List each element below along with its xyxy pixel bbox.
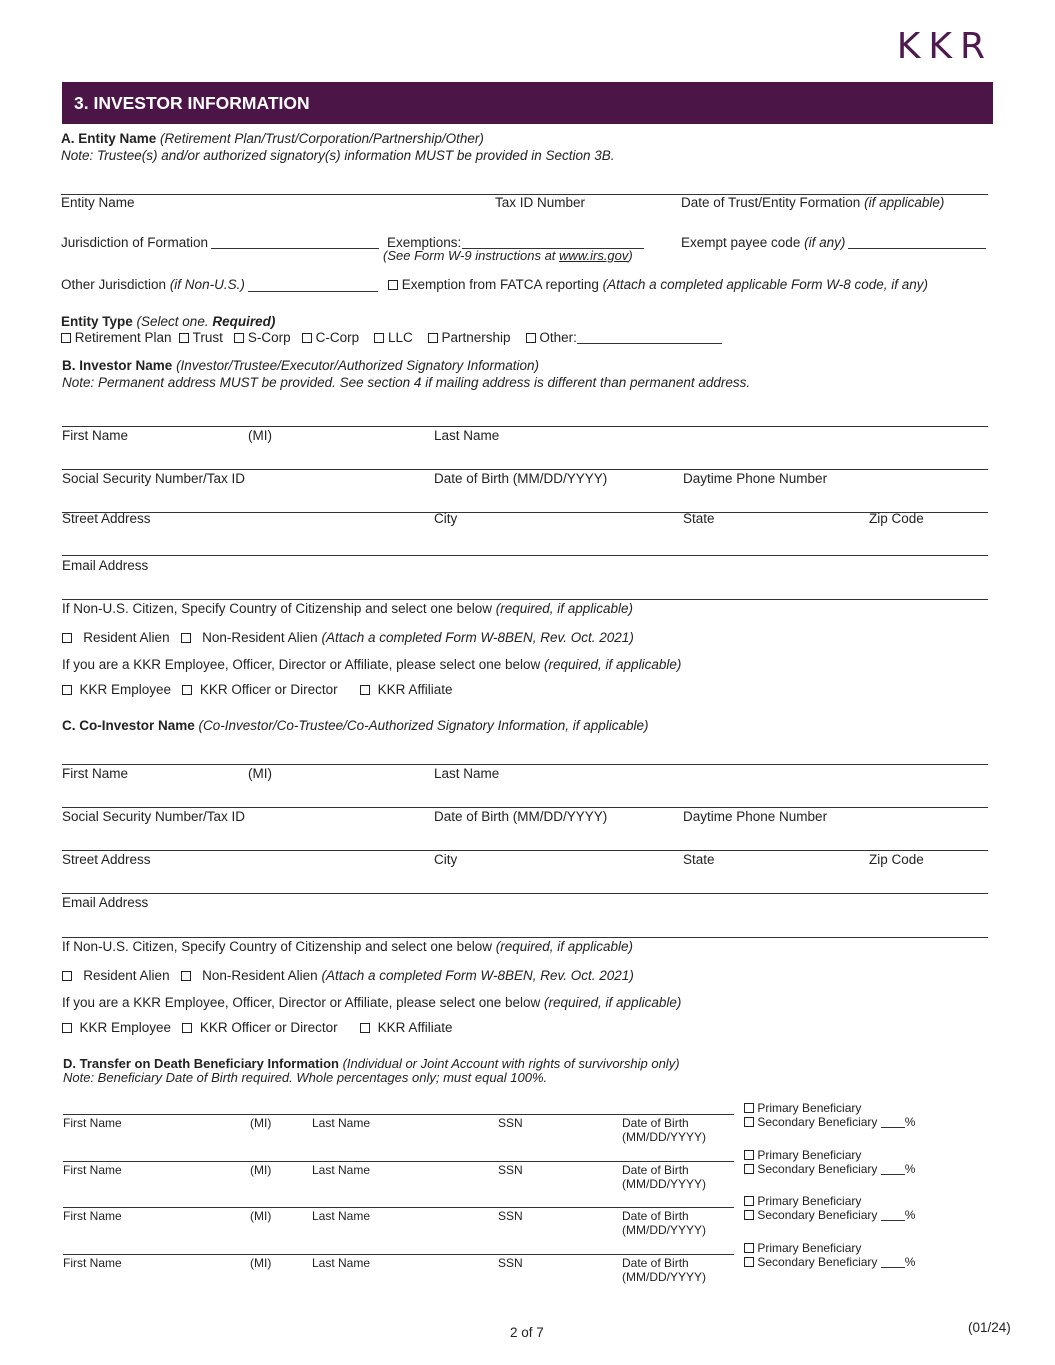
investor-nonresident-note: (Attach a completed Form W-8BEN, Rev. Oct. 2021) [321,630,634,645]
beneficiary-4-percent-field[interactable] [881,1267,905,1268]
irs-link[interactable]: www.irs.gov [559,248,629,263]
beneficiary-3-primary-label: Primary Beneficiary [757,1194,862,1208]
coinvestor-resident-alien-label: Resident Alien [83,968,170,983]
coinvestor-zip-label: Zip Code [869,852,924,867]
investor-first-name-label: First Name [62,428,129,443]
beneficiary-2-mi-label: (MI) [250,1163,272,1177]
coinvestor-email-line[interactable] [62,893,988,894]
coinvestor-dob-label: Date of Birth (MM/DD/YYYY) [434,809,608,824]
beneficiary-1-dob-label [622,1116,706,1144]
entity-name-label: Entity Name [61,195,135,210]
type-llc-checkbox[interactable] [374,333,384,343]
beneficiary-1-mi-label: (MI) [250,1116,272,1130]
coinvestor-heading-sub: (Co-Investor/Co-Trustee/Co-Authorized Signatory Information, if applicable) [198,718,649,733]
exempt-payee-label [681,235,845,250]
type-ccorp-label: C-Corp [315,330,360,345]
investor-mi-label: (MI) [248,428,272,443]
type-other-line[interactable] [577,343,722,344]
coinvestor-city-label: City [434,852,458,867]
beneficiary-4-dob-label [622,1256,706,1284]
investor-heading-label: B. Investor Name [62,358,173,373]
investor-citizenship-line[interactable] [62,599,988,600]
other-jurisdiction-sub: (if Non-U.S.) [169,277,245,292]
type-partnership-checkbox[interactable] [428,333,438,343]
entity-heading [61,131,484,146]
coinvestor-state-label: State [683,852,715,867]
beneficiary-3-last-name-label: Last Name [312,1209,371,1223]
investor-last-name-label: Last Name [434,428,500,443]
coinvestor-kkr-question-req: (required, if applicable) [544,995,682,1010]
investor-resident-alien-label: Resident Alien [83,630,170,645]
fatca-checkbox[interactable] [388,280,398,290]
investor-email-line[interactable] [62,555,988,556]
investor-heading-sub: (Investor/Trustee/Executor/Authorized Signatory Information) [176,358,539,373]
beneficiary-1-dob-line1: Date of Birth [622,1116,689,1130]
exemptions-note-prefix: (See Form W-9 instructions at [383,248,560,263]
fatca-row [388,277,928,292]
investor-kkr-question-req: (required, if applicable) [544,657,682,672]
beneficiary-2-percent-field[interactable] [881,1174,905,1175]
beneficiary-2-type [744,1148,915,1176]
beneficiary-4-primary-checkbox[interactable] [744,1243,754,1253]
coinvestor-kkr-question [62,995,681,1010]
date-formation-label [681,195,944,210]
other-jurisdiction-label [61,277,245,292]
beneficiary-2-dob-line2: (MM/DD/YYYY) [622,1177,706,1191]
beneficiary-4-ssn-label: SSN [498,1256,523,1270]
coinvestor-last-name-label: Last Name [434,766,500,781]
exempt-payee-sub: (if any) [804,235,846,250]
entity-type-sub: (Select one. [136,314,209,329]
beneficiary-4-secondary-label: Secondary Beneficiary [757,1255,878,1269]
investor-citizenship-req: (required, if applicable) [495,601,634,616]
date-formation-text: Date of Trust/Entity Formation [681,195,861,210]
investor-kkr-employee-label: KKR Employee [79,682,172,697]
type-other-checkbox[interactable] [526,333,536,343]
beneficiary-2-primary-label: Primary Beneficiary [757,1148,862,1162]
beneficiary-1-type [744,1101,915,1129]
beneficiary-2-dob-label [622,1163,706,1191]
entity-heading-label: A. Entity Name [61,131,157,146]
investor-resident-alien-checkbox[interactable] [62,633,72,643]
investor-kkr-question [62,657,681,672]
beneficiary-3-primary-checkbox[interactable] [744,1196,754,1206]
beneficiary-2-secondary-checkbox[interactable] [744,1164,754,1174]
entity-heading-sub: (Retirement Plan/Trust/Corporation/Partnership/Other) [160,131,484,146]
type-retirement-label: Retirement Plan [74,330,172,345]
beneficiary-2-last-name-label: Last Name [312,1163,371,1177]
coinvestor-kkr-row [62,1020,452,1035]
beneficiary-2-first-name-label: First Name [63,1163,122,1177]
investor-kkr-question-text: If you are a KKR Employee, Officer, Director or Affiliate, please select one below [62,657,541,672]
coinvestor-alien-row [62,968,634,983]
beneficiary-3-secondary-checkbox[interactable] [744,1210,754,1220]
coinvestor-kkr-affiliate-label: KKR Affiliate [377,1020,453,1035]
coinvestor-heading [62,718,649,733]
coinvestor-heading-label: C. Co-Investor Name [62,718,195,733]
beneficiary-1-first-name-label: First Name [63,1116,122,1130]
beneficiary-1-percent-sign: % [904,1115,916,1129]
type-partnership-label: Partnership [441,330,511,345]
beneficiary-4-type [744,1241,915,1269]
type-ccorp-checkbox[interactable] [302,333,312,343]
investor-citizenship-text: If Non-U.S. Citizen, Specify Country of Citizenship and select one below [62,601,492,616]
beneficiary-4-secondary-checkbox[interactable] [744,1257,754,1267]
beneficiary-3-dob-line2: (MM/DD/YYYY) [622,1223,706,1237]
beneficiary-1-secondary-label: Secondary Beneficiary [757,1115,878,1129]
entity-type-options [61,330,722,345]
coinvestor-email-label: Email Address [62,895,149,910]
beneficiary-2-ssn-label: SSN [498,1163,523,1177]
beneficiary-2-line[interactable] [63,1161,734,1162]
coinvestor-kkr-officer-checkbox[interactable] [182,1023,192,1033]
coinvestor-nonresident-alien-checkbox[interactable] [181,971,191,981]
beneficiary-3-line[interactable] [63,1207,734,1208]
beneficiary-4-dob-line1: Date of Birth [622,1256,689,1270]
investor-kkr-officer-label: KKR Officer or Director [199,682,338,697]
beneficiary-4-primary-label: Primary Beneficiary [757,1241,862,1255]
tax-id-label: Tax ID Number [495,195,586,210]
exempt-payee-line[interactable] [848,248,986,249]
investor-address-line[interactable] [62,512,988,513]
other-jurisdiction-text: Other Jurisdiction [61,277,167,292]
beneficiary-1-secondary-checkbox[interactable] [744,1117,754,1127]
type-scorp-checkbox[interactable] [234,333,244,343]
coinvestor-phone-label: Daytime Phone Number [683,809,828,824]
beneficiary-3-percent-sign: % [904,1208,916,1222]
exemptions-label: Exemptions: [387,235,462,250]
investor-kkr-row [62,682,452,697]
coinvestor-citizenship-text: If Non-U.S. Citizen, Specify Country of Citizenship and select one below [62,939,492,954]
type-trust-label: Trust [192,330,223,345]
fatca-sub: (Attach a completed applicable Form W-8 code, if any) [602,277,929,292]
entity-type-required: Required) [212,314,276,329]
beneficiary-2-dob-line1: Date of Birth [622,1163,689,1177]
kkr-logo: KKR [896,26,993,67]
investor-ssn-line[interactable] [62,469,988,470]
beneficiary-1-primary-checkbox[interactable] [744,1103,754,1113]
beneficiary-3-dob-line1: Date of Birth [622,1209,689,1223]
investor-ssn-label: Social Security Number/Tax ID [62,471,246,486]
form-version: (01/24) [968,1320,1011,1335]
beneficiary-2-percent-sign: % [904,1162,916,1176]
beneficiary-3-first-name-label: First Name [63,1209,122,1223]
coinvestor-resident-alien-checkbox[interactable] [62,971,72,981]
investor-name-line[interactable] [62,426,988,427]
coinvestor-kkr-employee-checkbox[interactable] [62,1023,72,1033]
exempt-payee-text: Exempt payee code [681,235,801,250]
beneficiary-3-secondary-label: Secondary Beneficiary [757,1208,878,1222]
beneficiary-3-ssn-label: SSN [498,1209,523,1223]
beneficiary-1-line[interactable] [63,1114,734,1115]
type-retirement-checkbox[interactable] [61,333,71,343]
beneficiary-3-type [744,1194,915,1222]
investor-heading [62,358,539,373]
fatca-label: Exemption from FATCA reporting [401,277,599,292]
coinvestor-citizenship-req: (required, if applicable) [495,939,634,954]
section-title: 3. INVESTOR INFORMATION [62,82,993,124]
coinvestor-citizenship-label [62,939,633,954]
type-scorp-label: S-Corp [247,330,291,345]
coinvestor-first-name-label: First Name [62,766,129,781]
other-jurisdiction-line[interactable] [248,291,378,292]
coinvestor-nonresident-alien-label: Non-Resident Alien [202,968,318,983]
beneficiary-heading-sub: (Individual or Joint Account with rights of survivorship only) [342,1056,680,1071]
investor-note: Note: Permanent address MUST be provided. See section 4 if mailing address is different than permanent address. [62,375,751,390]
investor-email-label: Email Address [62,558,149,573]
entity-type-label: Entity Type [61,314,133,329]
investor-kkr-officer-checkbox[interactable] [182,685,192,695]
beneficiary-4-last-name-label: Last Name [312,1256,371,1270]
type-trust-checkbox[interactable] [179,333,189,343]
investor-city-label: City [434,511,458,526]
investor-nonresident-alien-label: Non-Resident Alien [202,630,318,645]
exemptions-note-suffix: ) [628,248,633,263]
coinvestor-address-line[interactable] [62,850,988,851]
coinvestor-kkr-officer-label: KKR Officer or Director [199,1020,338,1035]
investor-citizenship-label [62,601,633,616]
coinvestor-street-label: Street Address [62,852,151,867]
coinvestor-name-line[interactable] [62,764,988,765]
exemptions-note [383,248,633,263]
investor-phone-label: Daytime Phone Number [683,471,828,486]
investor-kkr-affiliate-label: KKR Affiliate [377,682,453,697]
entity-type-heading [61,314,275,329]
coinvestor-kkr-question-text: If you are a KKR Employee, Officer, Director or Affiliate, please select one below [62,995,541,1010]
investor-dob-label: Date of Birth (MM/DD/YYYY) [434,471,608,486]
beneficiary-1-ssn-label: SSN [498,1116,523,1130]
beneficiary-1-primary-label: Primary Beneficiary [757,1101,862,1115]
coinvestor-kkr-affiliate-checkbox[interactable] [360,1023,370,1033]
investor-state-label: State [683,511,715,526]
beneficiary-4-line[interactable] [63,1254,734,1255]
investor-kkr-affiliate-checkbox[interactable] [360,685,370,695]
entity-note: Note: Trustee(s) and/or authorized signatory(s) information MUST be provided in Section 3B. [61,148,615,163]
investor-zip-label: Zip Code [869,511,924,526]
beneficiary-1-last-name-label: Last Name [312,1116,371,1130]
beneficiary-heading-label: D. Transfer on Death Beneficiary Information [63,1056,339,1071]
investor-alien-row [62,630,634,645]
coinvestor-ssn-label: Social Security Number/Tax ID [62,809,246,824]
beneficiary-note: Note: Beneficiary Date of Birth required. Whole percentages only; must equal 100%. [63,1070,548,1085]
beneficiary-4-first-name-label: First Name [63,1256,122,1270]
beneficiary-1-dob-line2: (MM/DD/YYYY) [622,1130,706,1144]
beneficiary-3-dob-label [622,1209,706,1237]
beneficiary-4-dob-line2: (MM/DD/YYYY) [622,1270,706,1284]
page-number: 2 of 7 [510,1325,544,1340]
beneficiary-4-mi-label: (MI) [250,1256,272,1270]
type-other-label: Other: [539,330,577,345]
jurisdiction-label: Jurisdiction of Formation [61,235,209,250]
coinvestor-nonresident-note: (Attach a completed Form W-8BEN, Rev. Oct. 2021) [321,968,634,983]
jurisdiction-line[interactable] [211,248,379,249]
beneficiary-4-percent-sign: % [904,1255,916,1269]
type-llc-label: LLC [387,330,413,345]
beneficiary-3-mi-label: (MI) [250,1209,272,1223]
coinvestor-citizenship-line[interactable] [62,937,988,938]
beneficiary-1-percent-field[interactable] [881,1127,905,1128]
coinvestor-ssn-line[interactable] [62,807,988,808]
beneficiary-heading [63,1056,680,1071]
investor-nonresident-alien-checkbox[interactable] [181,633,191,643]
date-formation-sub: (if applicable) [864,195,945,210]
beneficiary-2-primary-checkbox[interactable] [744,1150,754,1160]
beneficiary-3-percent-field[interactable] [881,1220,905,1221]
investor-kkr-employee-checkbox[interactable] [62,685,72,695]
coinvestor-kkr-employee-label: KKR Employee [79,1020,172,1035]
coinvestor-mi-label: (MI) [248,766,272,781]
beneficiary-2-secondary-label: Secondary Beneficiary [757,1162,878,1176]
investor-street-label: Street Address [62,511,151,526]
